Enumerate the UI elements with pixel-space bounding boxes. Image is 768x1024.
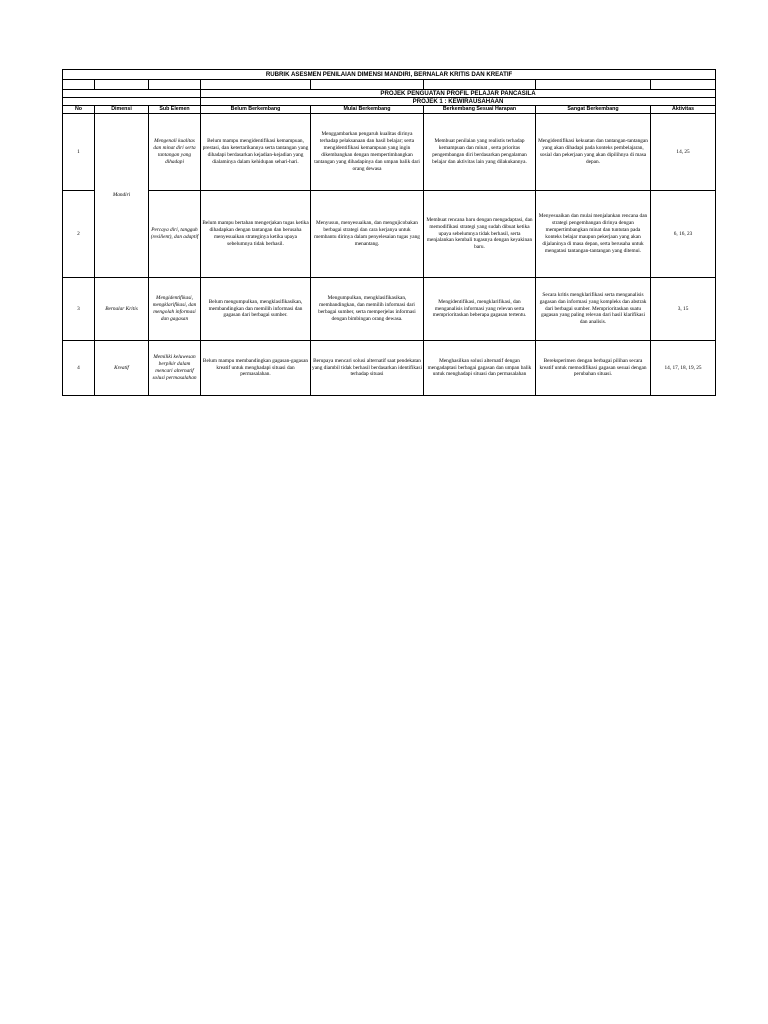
table-row <box>63 278 716 341</box>
col-belum: Belum Berkembang <box>201 106 311 114</box>
row-sesuai: Menghasilkan solusi alternatif dengan mengadaptasi berbagai gagasan dan umpan balik untuk menghadapi situasi dan permasalahan <box>424 341 536 396</box>
row-sangat: Menyesuaikan dan mulai menjalankan rencana dan strategi pengembangan dirinya dengan mempertimbangkan minat dan tuntutan pada konteks belajar maupun pekerjaan yang akan dijalaninya di masa depan, serta berusaha untuk mengatasi tantangan-tantangan yang ditemui. <box>536 191 651 278</box>
project-title: PROJEK PENGUATAN PROFIL PELAJAR PANCASILA <box>201 90 716 98</box>
col-no: No <box>63 106 95 114</box>
table-row <box>63 191 716 278</box>
row-belum: Belum mengumpulkan, mengklasifikasikan, membandingkan dan memilih informasi dan gagasan dari berbagai sumber. <box>201 278 311 341</box>
row-dimensi: Bernalar Kritis <box>95 278 149 341</box>
col-sesuai: Berkembang Sesuai Harapan <box>424 106 536 114</box>
row-dimensi: Mandiri <box>95 114 149 278</box>
row-belum: Belum mampu membandingkan gagasan-gagasan kreatif untuk menghadapi situasi dan permasalahan. <box>201 341 311 396</box>
row-aktivitas: 14, 25 <box>651 114 716 191</box>
table-row <box>63 114 716 191</box>
row-sangat: Bereksperimen dengan berbagai pilihan secara kreatif untuk memodifikasi gagasan sesuai dengan perubahan situasi. <box>536 341 651 396</box>
project-name: PROJEK 1 : KEWIRAUSAHAAN <box>201 98 716 106</box>
row-no: 4 <box>63 341 95 396</box>
col-aktivitas: Aktivitas <box>651 106 716 114</box>
row-aktivitas: 14, 17, 18, 19, 25 <box>651 341 716 396</box>
row-aktivitas: 6, 16, 23 <box>651 191 716 278</box>
row-aktivitas: 3, 15 <box>651 278 716 341</box>
row-belum: Belum mampu mengidentifikasi kemampuan, prestasi, dan ketertarikannya serta tantangan yang dihadapi berdasarkan kejadian-kejadian yang dialaminya dalam kehidupan sehari-hari. <box>201 114 311 191</box>
col-sub-elemen: Sub Elemen <box>149 106 201 114</box>
row-sesuai: Membuat penilaian yang realistis terhadap kemampuan dan minat , serta prioritas pengembangan diri berdasarkan pengalaman belajar dan aktivitas lain yang dilakukannya. <box>424 114 536 191</box>
col-sangat: Sangat Berkembang <box>536 106 651 114</box>
rubric-table <box>62 69 716 396</box>
row-mulai: Menyusun, menyesuaikan, dan mengujicobakan berbagai strategi dan cara kerjanya untuk membantu dirinya dalam penyelesaian tugas yang menantang. <box>311 191 424 278</box>
row-sub-elemen: Memiliki keluwesan berpikir dalam mencari alternatif solusi permasalahan <box>149 341 201 396</box>
row-sesuai: Mengidentifikasi, mengklarifikasi, dan menganalisis informasi yang relevan serta memprioritaskan beberapa gagasan tertentu. <box>424 278 536 341</box>
column-header-row <box>63 106 716 114</box>
table-title: RUBRIK ASESMEN PENILAIAN DIMENSI MANDIRI, BERNALAR KRITIS DAN KREATIF <box>63 70 716 80</box>
row-mulai: Menggambarkan pengaruh kualitas dirinya terhadap pelaksanaan dan hasil belajar; serta mengidentifikasi kemampuan yang ingin dikembangkan dengan mempertimbangkan tantangan yang dihadapinya dan umpan balik dari orang dewasa <box>311 114 424 191</box>
row-dimensi: Kreatif <box>95 341 149 396</box>
col-dimensi: Dimensi <box>95 106 149 114</box>
col-mulai: Mulai Berkembang <box>311 106 424 114</box>
row-sub-elemen: Mengidentifikasi, mengklarifikasi, dan mengolah informasi dan gagasan <box>149 278 201 341</box>
row-belum: Belum mampu bertahan mengerjakan tugas ketika dihadapkan dengan tantangan dan berusaha menyesuaikan strateginya ketika upaya sebelumnya tidak berhasil. <box>201 191 311 278</box>
row-mulai: Berupaya mencari solusi alternatif saat pendekatan yang diambil tidak berhasil berdasarkan identifikasi terhadap situasi <box>311 341 424 396</box>
blank-row <box>63 80 716 90</box>
row-mulai: Mengumpulkan, mengklasifikasikan, membandingkan, dan memilih informasi dari berbagai sumber, serta memperjelas informasi dengan bimbingan orang dewasa. <box>311 278 424 341</box>
row-sangat: Mengidentifikasi kekuatan dan tantangan-tantangan yang akan dihadapi pada konteks pembelajaran, sosial dan pekerjaan yang akan dipilihnya di masa depan. <box>536 114 651 191</box>
row-sub-elemen: Percaya diri, tangguh (resilient), dan adaptif <box>149 191 201 278</box>
row-no: 1 <box>63 114 95 191</box>
row-no: 3 <box>63 278 95 341</box>
row-sangat: Secara kritis mengklarifikasi serta menganalisis gagasan dan informasi yang kompleks dan abstrak dari berbagai sumber. Memprioritaskan suatu gagasan yang paling relevan dari hasil klarifikasi dan analisis. <box>536 278 651 341</box>
row-no: 2 <box>63 191 95 278</box>
table-row <box>63 341 716 396</box>
row-sub-elemen: Mengenali kualitas dan minat diri serta tantangan yang dihadapi <box>149 114 201 191</box>
row-sesuai: Membuat rencana baru dengan mengadaptasi, dan memodifikasi strategi yang sudah dibuat ketika upaya sebelumnya tidak berhasil, serta menjalankan kembali tugasnya dengan keyakinan baru. <box>424 191 536 278</box>
